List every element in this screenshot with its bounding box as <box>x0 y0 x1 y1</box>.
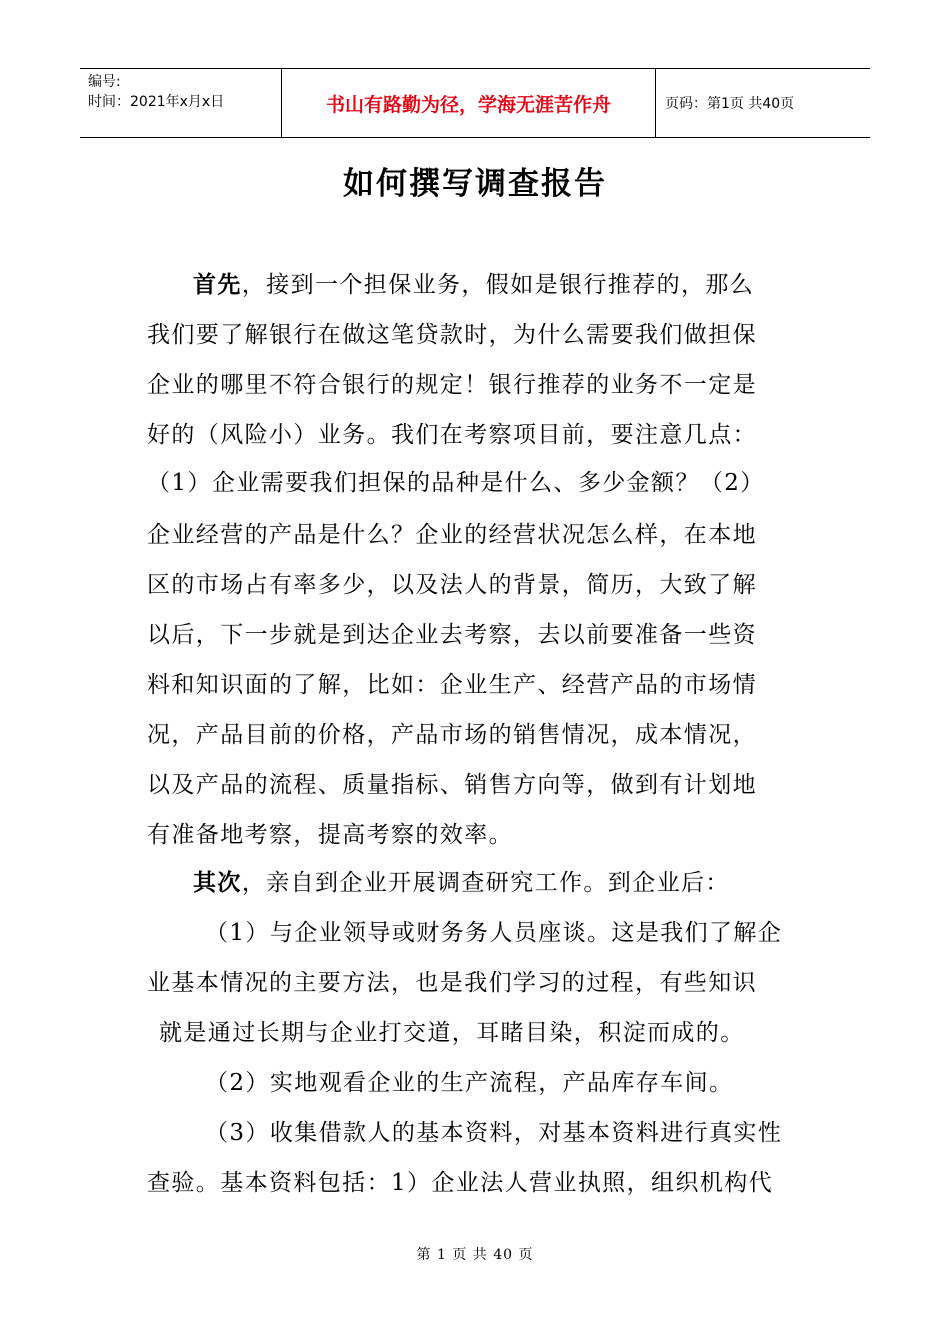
body-line-text: ，亲自到企业开展调查研究工作。到企业后： <box>241 870 730 896</box>
document-number-label: 编号: <box>88 74 121 90</box>
body-line-text: 况，产品目前的价格，产品市场的销售情况，成本情况， <box>147 722 757 748</box>
document-title: 如何撰写调查报告 <box>343 166 607 202</box>
body-line <box>147 318 757 352</box>
body-line <box>147 818 513 852</box>
body-line <box>147 618 757 652</box>
body-line <box>147 368 757 402</box>
body-line <box>147 466 765 500</box>
body-line <box>147 966 757 1000</box>
body-line-text: 企业经营的产品是什么？企业的经营状况怎么样，在本地 <box>147 522 757 548</box>
page-footer: 第 1 页 共 40 页 <box>416 1247 534 1263</box>
body-line <box>147 418 757 452</box>
body-line-text: 以及产品的流程、质量指标、销售方向等，做到有计划地 <box>147 772 757 798</box>
section-keyword: 其次 <box>193 869 242 896</box>
body-line-text: 区的市场占有率多少，以及法人的背景，简历，大致了解 <box>147 572 757 598</box>
body-line-text: 就是通过长期与企业打交道，耳睹目染，积淀而成的。 <box>159 1020 745 1046</box>
body-line-text: 料和知识面的了解，比如：企业生产、经营产品的市场情 <box>147 672 757 698</box>
page-header <box>80 68 870 138</box>
body-line-text: （1）企业需要我们担保的品种是什么、多少金额？（2） <box>147 470 765 496</box>
body-line-text: 业基本情况的主要方法，也是我们学习的过程，有些知识 <box>147 970 757 996</box>
section-keyword: 首先 <box>193 271 242 298</box>
header-motto: 书山有路勤为径，学海无涯苦作舟 <box>281 69 656 137</box>
body-line-text: （1）与企业领导或财务务人员座谈。这是我们了解企 <box>205 920 783 946</box>
body-line-text: （2）实地观看企业的生产流程，产品库存车间。 <box>205 1070 734 1096</box>
body-line <box>147 668 757 702</box>
body-line-text: ，接到一个担保业务，假如是银行推荐的，那么 <box>241 272 755 298</box>
body-line <box>193 866 730 900</box>
body-line-text: 好的（风险小）业务。我们在考察项目前，要注意几点： <box>147 422 757 448</box>
header-page-info: 页码：第1页 共40页 <box>665 96 795 112</box>
body-line <box>147 768 757 802</box>
body-line <box>205 916 782 950</box>
body-line <box>193 268 754 302</box>
body-line <box>205 1066 733 1100</box>
body-line-text: 我们要了解银行在做这笔贷款时，为什么需要我们做担保 <box>147 322 757 348</box>
body-line <box>205 1116 782 1150</box>
body-line-text: 有准备地考察，提高考察的效率。 <box>147 822 513 848</box>
body-line <box>147 1166 773 1200</box>
body-line <box>159 1016 745 1050</box>
body-line <box>147 568 757 602</box>
body-line-text: 企业的哪里不符合银行的规定！银行推荐的业务不一定是 <box>147 372 757 398</box>
header-meta <box>80 69 281 137</box>
document-time: 时间：2021年x月x日 <box>88 94 225 110</box>
body-line <box>147 518 757 552</box>
body-line <box>147 718 757 752</box>
body-line-text: 以后，下一步就是到达企业去考察，去以前要准备一些资 <box>147 622 757 648</box>
body-line-text: 查验。基本资料包括：1）企业法人营业执照，组织机构代 <box>147 1170 774 1196</box>
body-line-text: （3）收集借款人的基本资料，对基本资料进行真实性 <box>205 1120 783 1146</box>
